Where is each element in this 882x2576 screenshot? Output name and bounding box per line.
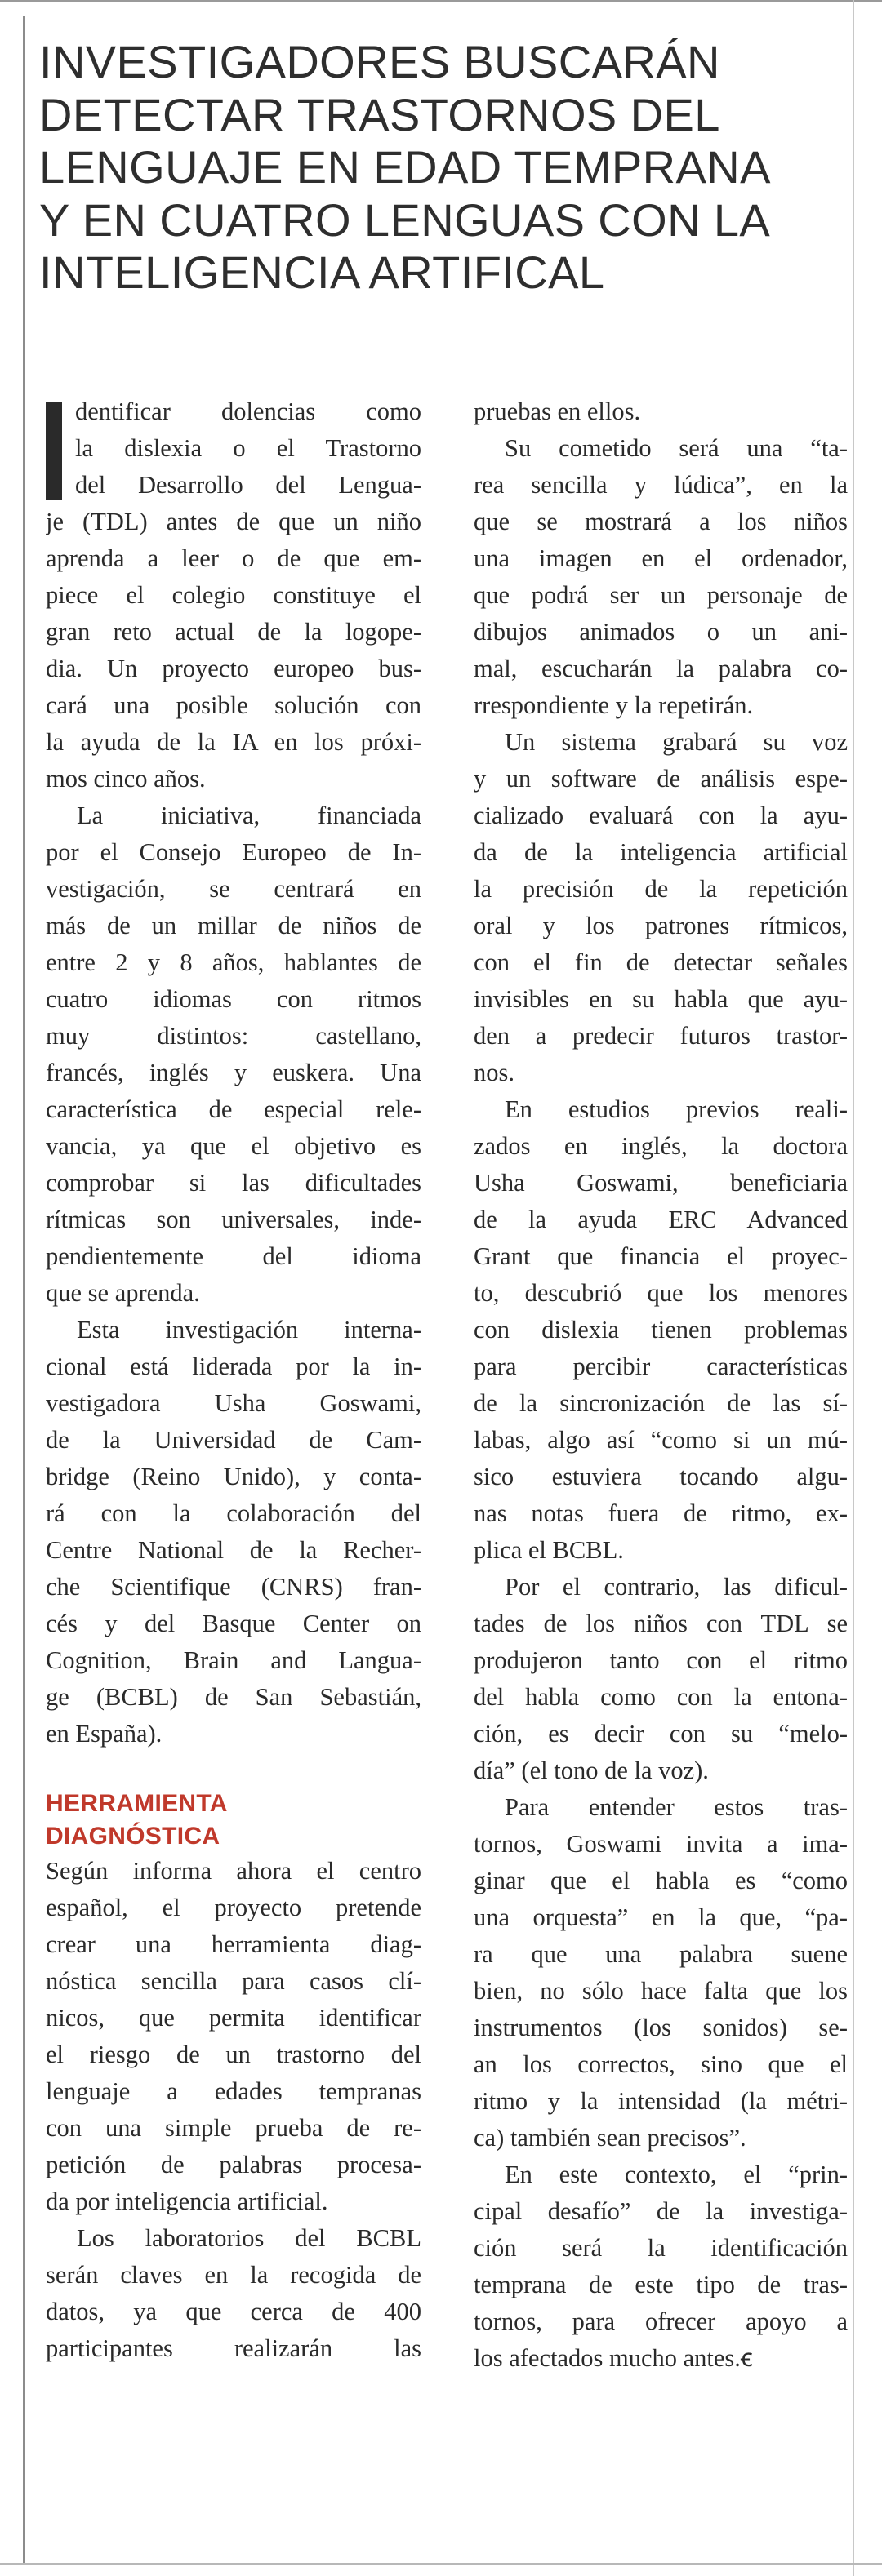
section-subhead — [46, 1788, 421, 1853]
text-line: cializado evaluará con la ayu- — [474, 802, 848, 829]
paragraph — [46, 797, 421, 1312]
text-line: dibujos animados o un ani- — [474, 618, 848, 646]
text-line: cipal desafío” de la investiga- — [474, 2197, 848, 2225]
text-line: de la sincronización de las sí- — [474, 1389, 848, 1417]
paragraph — [474, 1569, 848, 1789]
text-line: En estudios previos reali- — [505, 1095, 848, 1123]
text-line: Un sistema grabará su voz — [505, 728, 848, 756]
text-line: pruebas en ellos. — [474, 398, 641, 425]
text-line: nicos, que permita identificar — [46, 2004, 421, 2032]
text-line: Usha Goswami, beneficiaria — [474, 1169, 848, 1197]
paragraph — [46, 1853, 421, 2220]
text-line: crear una herramienta diag- — [46, 1930, 421, 1958]
text-line: rá con la colaboración del — [46, 1499, 421, 1527]
lead-paragraph — [46, 393, 421, 797]
text-line: cés y del Basque Center on — [46, 1610, 421, 1637]
left-column — [46, 393, 421, 2367]
text-line: de la Universidad de Cam- — [46, 1426, 421, 1454]
text-line: del Desarrollo del Lengua- — [75, 471, 421, 499]
text-line: ginar que el habla es “como — [474, 1867, 848, 1894]
text-line: el riesgo de un trastorno del — [46, 2041, 421, 2068]
text-line: español, el proyecto pretende — [46, 1894, 421, 1921]
text-line: tornos, para ofrecer apoyo a — [474, 2307, 848, 2335]
headline — [39, 36, 848, 300]
headline-line: INVESTIGADORES BUSCARÁN — [39, 36, 720, 87]
text-line: para percibir características — [474, 1352, 848, 1380]
text-line: an los correctos, sino que el — [474, 2050, 848, 2078]
text-line: del habla como con la entona- — [474, 1683, 848, 1711]
text-line: je (TDL) antes de que un niño — [46, 508, 421, 535]
text-line: ra que una palabra suene — [474, 1940, 848, 1968]
paragraph-continued — [474, 393, 848, 430]
text-line: por el Consejo Europeo de In- — [46, 838, 421, 866]
text-line: bien, no sólo hace falta que los — [474, 1977, 848, 2005]
text-line: vestigadora Usha Goswami, — [46, 1389, 421, 1417]
text-line: cará una posible solución con — [46, 691, 421, 719]
text-line: Para entender estos tras- — [505, 1793, 848, 1821]
text-line: Esta investigación interna- — [77, 1316, 421, 1344]
text-line: con una simple prueba de re- — [46, 2114, 421, 2142]
text-line: instrumentos (los sonidos) se- — [474, 2014, 848, 2041]
bottom-border — [0, 2563, 882, 2565]
text-line: mos cinco años. — [46, 765, 206, 793]
text-line: Grant que financia el proyec- — [474, 1242, 848, 1270]
text-line: en España). — [46, 1720, 163, 1748]
drop-cap — [46, 402, 62, 500]
text-line: cional está liderada por la in- — [46, 1352, 421, 1380]
text-line: nos. — [474, 1059, 514, 1086]
paragraph — [474, 430, 848, 724]
text-line: los afectados mucho antes.ꞓ — [474, 2344, 753, 2373]
text-line: muy distintos: castellano, — [46, 1022, 421, 1050]
text-line: nóstica sencilla para casos clí- — [46, 1967, 421, 1995]
subhead-line: HERRAMIENTA — [46, 1790, 228, 1817]
text-line: comprobar si las dificultades — [46, 1169, 421, 1197]
text-line: rea sencilla y lúdica”, en la — [474, 471, 848, 499]
text-line: labas, algo así “como si un mú- — [474, 1426, 848, 1454]
text-line: plica el BCBL. — [474, 1536, 624, 1564]
text-line: che Scientifique (CNRS) fran- — [46, 1573, 421, 1601]
text-line: vestigación, se centrará en — [46, 875, 421, 903]
end-mark-icon: ꞓ — [740, 2344, 753, 2373]
text-line: Centre National de la Recher- — [46, 1536, 421, 1564]
text-line: lenguaje a edades tempranas — [46, 2077, 421, 2105]
text-line: aprenda a leer o de que em- — [46, 544, 421, 572]
text-line: la ayuda de la IA en los próxi- — [46, 728, 421, 756]
text-line: to, descubrió que los menores — [474, 1279, 848, 1307]
text-line: la dislexia o el Trastorno — [75, 434, 421, 462]
top-border — [0, 0, 882, 2]
text-line: más de un millar de niños de — [46, 912, 421, 939]
text-line: ritmo y la intensidad (la métri- — [474, 2087, 848, 2115]
text-line: rítmicas son universales, inde- — [46, 1206, 421, 1233]
text-line: mal, escucharán la palabra co- — [474, 655, 848, 682]
text-line: gran reto actual de la logope- — [46, 618, 421, 646]
text-line: de la ayuda ERC Advanced — [474, 1206, 848, 1233]
paragraph — [474, 2156, 848, 2377]
text-line: invisibles en su habla que ayu- — [474, 985, 848, 1013]
text-line: que se mostrará a los niños — [474, 508, 848, 535]
text-line: que podrá ser un personaje de — [474, 581, 848, 609]
text-line: cuatro idiomas con ritmos — [46, 985, 421, 1013]
text-line: dentificar dolencias como — [75, 398, 421, 425]
text-line: tades de los niños con TDL se — [474, 1610, 848, 1637]
text-line: pendientemente del idioma — [46, 1242, 421, 1270]
left-border — [23, 16, 25, 2563]
paragraph — [474, 1091, 848, 1569]
subhead-line: DIAGNÓSTICA — [46, 1823, 220, 1850]
text-line: ge (BCBL) de San Sebastián, — [46, 1683, 421, 1711]
text-line: día” (el tono de la voz). — [474, 1757, 709, 1784]
text-line: una orquesta” en la que, “pa- — [474, 1903, 848, 1931]
right-column — [474, 393, 848, 2377]
text-line: vancia, ya que el objetivo es — [46, 1132, 421, 1160]
text-line: bridge (Reino Unido), y conta- — [46, 1463, 421, 1490]
text-line: petición de palabras procesa- — [46, 2151, 421, 2178]
text-line: Los laboratorios del BCBL — [77, 2224, 421, 2252]
headline-line: LENGUAJE EN EDAD TEMPRANA — [39, 141, 771, 193]
text-line: ción, es decir con su “melo- — [474, 1720, 848, 1748]
right-border — [853, 0, 854, 2576]
text-line: zados en inglés, la doctora — [474, 1132, 848, 1160]
text-line: francés, inglés y euskera. Una — [46, 1059, 421, 1086]
text-line: la precisión de la repetición — [474, 875, 848, 903]
lead-paragraph-wrap — [46, 393, 421, 797]
text-line: serán claves en la recogida de — [46, 2261, 421, 2289]
text-line: una imagen en el ordenador, — [474, 544, 848, 572]
text-line: ción será la identificación — [474, 2234, 848, 2262]
text-line: ca) también sean precisos”. — [474, 2124, 746, 2152]
text-line: Cognition, Brain and Langua- — [46, 1646, 421, 1674]
text-line: y un software de análisis espe- — [474, 765, 848, 793]
text-line: con el fin de detectar señales — [474, 948, 848, 976]
text-line: da por inteligencia artificial. — [46, 2187, 328, 2215]
text-line: La iniciativa, financiada — [77, 802, 421, 829]
text-line: datos, ya que cerca de 400 — [46, 2298, 421, 2325]
paragraph — [46, 2220, 421, 2367]
text-line: rrespondiente y la repetirán. — [474, 691, 754, 719]
text-line: Según informa ahora el centro — [46, 1857, 421, 1885]
paragraph — [474, 724, 848, 1091]
text-line: produjeron tanto con el ritmo — [474, 1646, 848, 1674]
headline-line: DETECTAR TRASTORNOS DEL — [39, 88, 720, 140]
paragraph — [474, 1789, 848, 2156]
text-line: sico estuviera tocando algu- — [474, 1463, 848, 1490]
paragraph — [46, 1312, 421, 1752]
text-line: tornos, Goswami invita a ima- — [474, 1830, 848, 1858]
text-line: temprana de este tipo de tras- — [474, 2271, 848, 2298]
headline-line: Y EN CUATRO LENGUAS CON LA — [39, 193, 771, 246]
text-line: nas notas fuera de ritmo, ex- — [474, 1499, 848, 1527]
text-line: Por el contrario, las dificul- — [505, 1573, 848, 1601]
text-line: con dislexia tienen problemas — [474, 1316, 848, 1344]
text-line: den a predecir futuros trastor- — [474, 1022, 848, 1050]
text-line: participantes realizarán las — [46, 2334, 421, 2362]
text-line: da de la inteligencia artificial — [474, 838, 848, 866]
text-line: dia. Un proyecto europeo bus- — [46, 655, 421, 682]
text-line: En este contexto, el “prin- — [505, 2161, 848, 2188]
text-line: entre 2 y 8 años, hablantes de — [46, 948, 421, 976]
text-line: oral y los patrones rítmicos, — [474, 912, 848, 939]
text-line: piece el colegio constituye el — [46, 581, 421, 609]
text-line: característica de especial rele- — [46, 1095, 421, 1123]
headline-line: INTELIGENCIA ARTIFICAL — [39, 246, 605, 298]
text-line: Su cometido será una “ta- — [505, 434, 848, 462]
text-line: que se aprenda. — [46, 1279, 200, 1307]
